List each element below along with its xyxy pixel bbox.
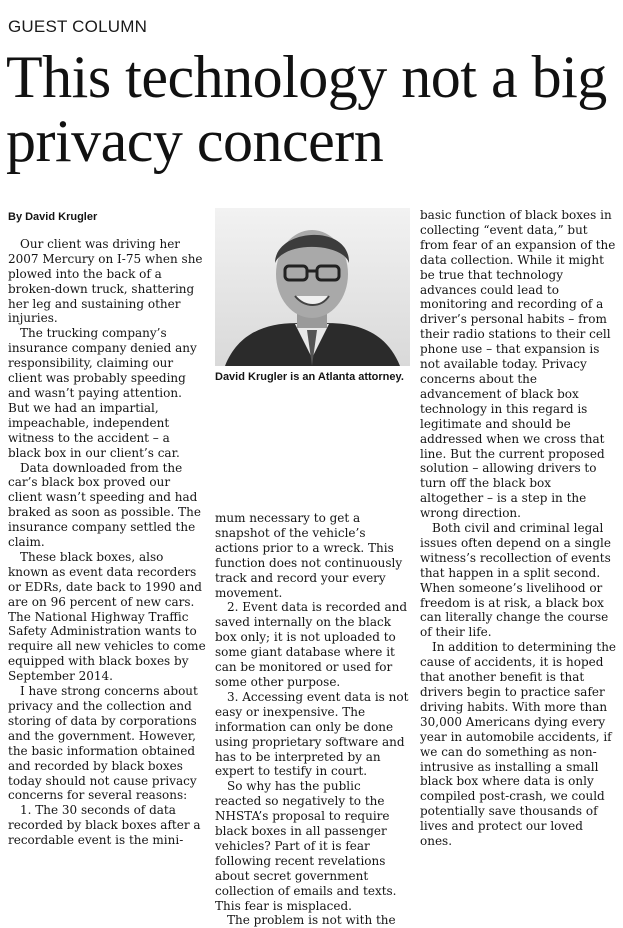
author-photo: [215, 208, 410, 366]
article-column-2: [215, 208, 410, 928]
paragraph: These black boxes, also known as event data recorders or EDRs, date back to 1990 and are on 96 percent of new cars. The National Highway Traffic Safety Administration wants to require all new vehicles to come equipped with black boxes by September 2014.: [8, 549, 206, 684]
author-portrait-image: [215, 208, 410, 366]
paragraph: basic function of black boxes in collecting “event data,” but from fear of an expansion of the data collection. While it might be true that technology advances could lead to monitoring and recording of a driver’s personal habits – from their radio stations to their cell phone use – that expansion is not available today. Privacy concerns about the advancement of black box technology in this regard is legitimate and should be addressed when we cross that line. But the current proposed solution – allowing drivers to turn off the black box altogether – is a step in the wrong direction.: [420, 208, 616, 521]
byline: By David Krugler: [8, 211, 98, 223]
paragraph: The trucking company’s insurance company denied any responsibility, claiming our client was probably speeding and wasn’t paying attention. But we had an impartial, impeachable, independent witness to the accident – a black box in our client’s car.: [8, 326, 197, 460]
paragraph: Data downloaded from the car’s black box proved our client wasn’t speeding and had braked as soon as possible. The insurance company settled the claim.: [8, 460, 201, 550]
paragraph: 1. The 30 seconds of data recorded by black boxes after a recordable event is the mini-: [8, 803, 201, 848]
paragraph: Our client was driving her 2007 Mercury on I-75 when she plowed into the back of a broken-down truck, shattering her leg and sustaining other injuries.: [8, 236, 203, 326]
paragraph: Both civil and criminal legal issues often depend on a single witness’s recollection of events that happen in a split second. When someone’s livelihood or freedom is at risk, a black box can literally change the course of their life.: [420, 521, 611, 640]
paragraph: 3. Accessing event data is not easy or inexpensive. The information can only be done using proprietary software and has to be interpreted by an expert to testify in court.: [215, 689, 409, 779]
article-column-1: [8, 208, 206, 848]
headline: This technology not a big privacy concern: [6, 44, 607, 174]
column-2-body: [215, 511, 410, 928]
paragraph: mum necessary to get a snapshot of the vehicle’s actions prior to a wreck. This function does not continuously track and record your every movement.: [215, 511, 403, 600]
paragraph: The problem is not with the: [227, 913, 396, 928]
photo-caption: David Krugler is an Atlanta attorney.: [215, 371, 404, 383]
paragraph: 2. Event data is recorded and saved internally on the black box only; it is not uploaded to some giant database where it can be monitored or used for some other purpose.: [215, 600, 408, 689]
section-kicker: GUEST COLUMN: [8, 17, 148, 36]
paragraph: I have strong concerns about privacy and the collection and storing of data by corporations and the government. However, the basic information obtained and recorded by black boxes today should not cause privacy concerns for several reasons:: [8, 684, 198, 803]
article-column-3: [420, 208, 618, 849]
paragraph: In addition to determining the cause of accidents, it is hoped that another benefit is that drivers begin to practice safer driving habits. With more than 30,000 Americans dying every year in automobile accidents, if we can do something as non-intrusive as installing a small black box where data is only compiled post-crash, we could potentially save thousands of lives and protect our loved ones.: [420, 640, 617, 849]
paragraph: So why has the public reacted so negatively to the NHSTA’s proposal to require black boxes in all passenger vehicles? Part of it is fear following recent revelations about secret government collection of emails and texts. This fear is misplaced.: [215, 779, 397, 913]
